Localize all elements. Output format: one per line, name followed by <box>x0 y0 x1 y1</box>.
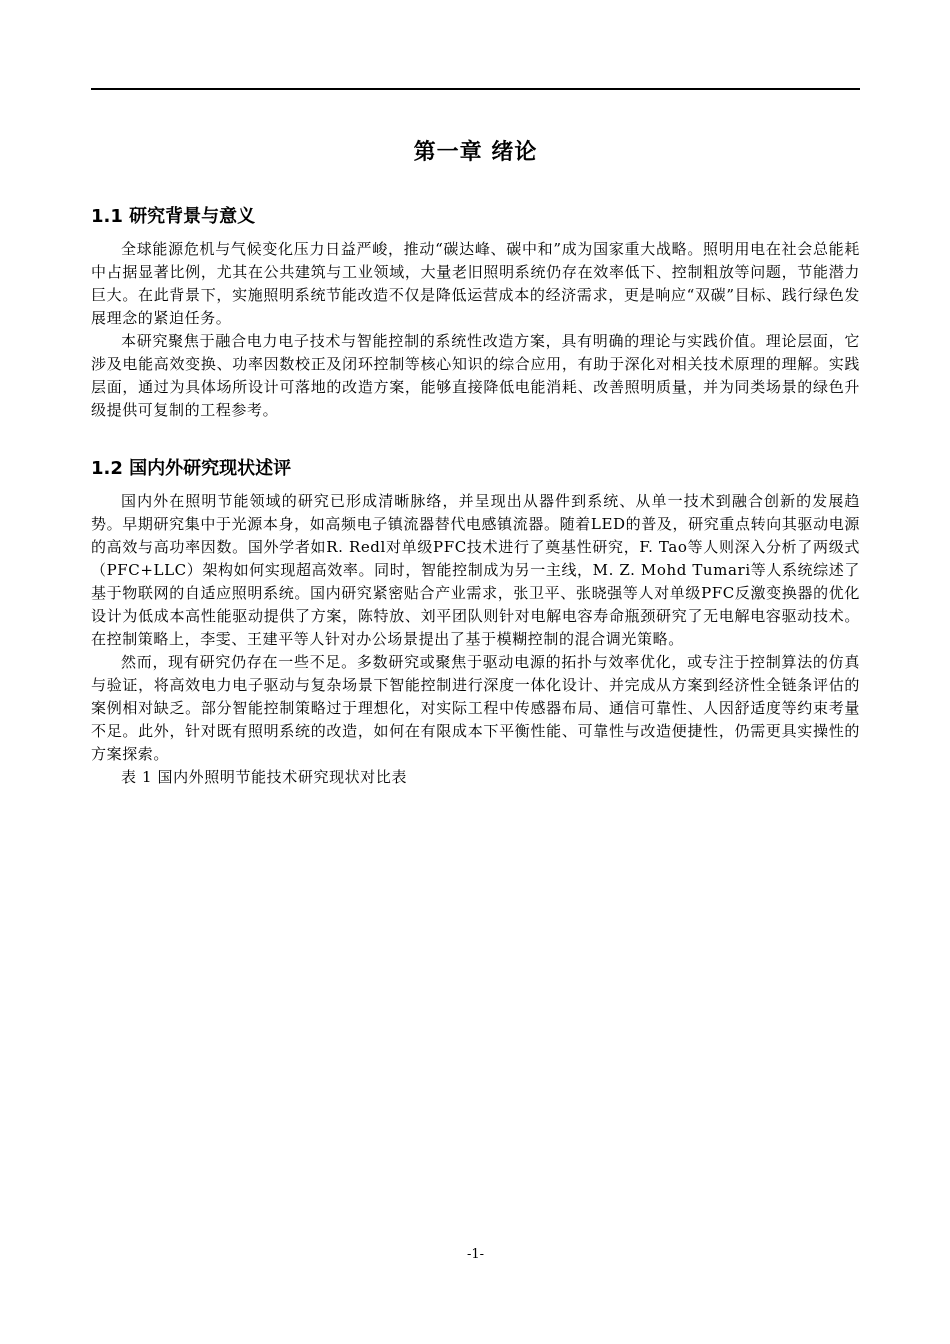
header-rule <box>91 88 860 90</box>
section-heading-1-2: 1.2 国内外研究现状述评 <box>91 458 292 479</box>
section-heading-1-1: 1.1 研究背景与意义 <box>91 206 256 227</box>
chapter-title: 第一章 绪论 <box>413 140 538 165</box>
paragraph: 然而，现有研究仍存在一些不足。多数研究或聚焦于驱动电源的拓扑与效率优化，或专注于控制算法的仿真与验证，将高效电力电子驱动与复杂场景下智能控制进行深度一体化设计、并完成从方案到经济性全链条评估的案例相对缺乏。部分智能控制策略过于理想化，对实际工程中传感器布局、通信可靠性、人因舒适度等约束考量不足。此外，针对既有照明系统的改造，如何在有限成本下平衡性能、可靠性与改造便捷性，仍需更具实操性的方案探索。 <box>91 653 860 763</box>
table-caption: 表 1 国内外照明节能技术研究现状对比表 <box>121 768 408 786</box>
section-body-1-1 <box>91 238 860 422</box>
page-number: -1- <box>466 1247 485 1262</box>
paragraph: 全球能源危机与气候变化压力日益严峻，推动“碳达峰、碳中和”成为国家重大战略。照明用电在社会总能耗中占据显著比例，尤其在公共建筑与工业领域，大量老旧照明系统仍存在效率低下、控制粗放等问题，节能潜力巨大。在此背景下，实施照明系统节能改造不仅是降低运营成本的经济需求，更是响应“双碳”目标、践行绿色发展理念的紧迫任务。 <box>91 240 860 327</box>
paragraph: 国内外在照明节能领域的研究已形成清晰脉络，并呈现出从器件到系统、从单一技术到融合创新的发展趋势。早期研究集中于光源本身，如高频电子镇流器替代电感镇流器。随着LED的普及，研究重点转向其驱动电源的高效与高功率因数。国外学者如R. Redl对单级PFC技术进行了奠基性研究，F. Tao等人则深入分析了两级式（PFC+LLC）架构如何实现超高效率。同时，智能控制成为另一主线，M. Z. Mohd Tumari等人系统综述了基于物联网的自适应照明系统。国内研究紧密贴合产业需求，张卫平、张晓强等人对单级PFC反激变换器的优化设计为低成本高性能驱动提供了方案，陈特放、刘平团队则针对电解电容寿命瓶颈研究了无电解电容驱动技术。在控制策略上，李雯、王建平等人针对办公场景提出了基于模糊控制的混合调光策略。 <box>91 492 860 648</box>
section-body-1-2 <box>91 490 860 789</box>
paragraph: 本研究聚焦于融合电力电子技术与智能控制的系统性改造方案，具有明确的理论与实践价值。理论层面，它涉及电能高效变换、功率因数校正及闭环控制等核心知识的综合应用，有助于深化对相关技术原理的理解。实践层面，通过为具体场所设计可落地的改造方案，能够直接降低电能消耗、改善照明质量，并为同类场景的绿色升级提供可复制的工程参考。 <box>91 332 860 419</box>
